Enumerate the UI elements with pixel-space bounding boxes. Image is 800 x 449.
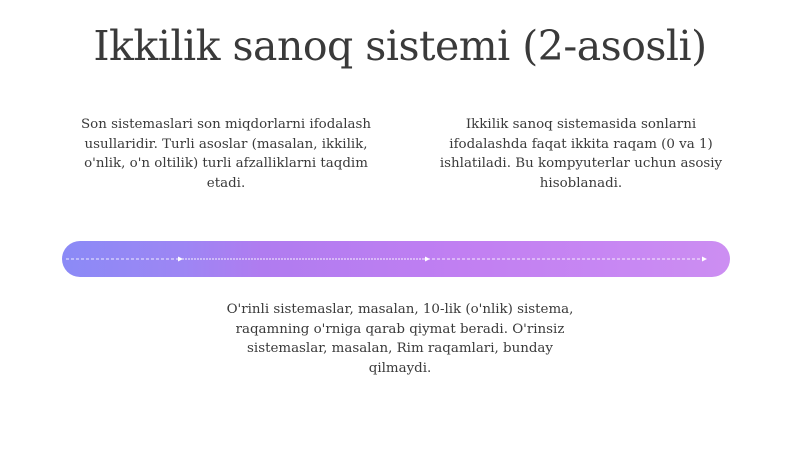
- bottom-text-block: O'rinli sistemaslar, masalan, 10-lik (o'nlik) sistema, raqamning o'rniga qarab qiymat beradi. O'rinsiz sistemaslar, masalan, Rim raqamlari, bunday qilmaydi.: [226, 302, 574, 376]
- arrow-right-icon: [425, 257, 430, 262]
- arrow-right-icon: [178, 257, 183, 262]
- timeline-line: [62, 241, 730, 277]
- left-text-block: Son sistemaslari son miqdorlarni ifodalash usullaridir. Turli asoslar (masalan, ikkilik, o'nlik, o'n oltilik) turli afzalliklarni taqdim etadi.: [80, 117, 372, 191]
- timeline-bar: [62, 241, 730, 277]
- slide-title: Ikkilik sanoq sistemi (2-asosli): [93, 22, 707, 70]
- arrow-right-icon: [702, 257, 707, 262]
- right-text-block: Ikkilik sanoq sistemasida sonlarni ifodalashda faqat ikkita raqam (0 va 1) ishlatiladi. Bu kompyuterlar uchun asosiy hisoblanadi.: [439, 117, 723, 191]
